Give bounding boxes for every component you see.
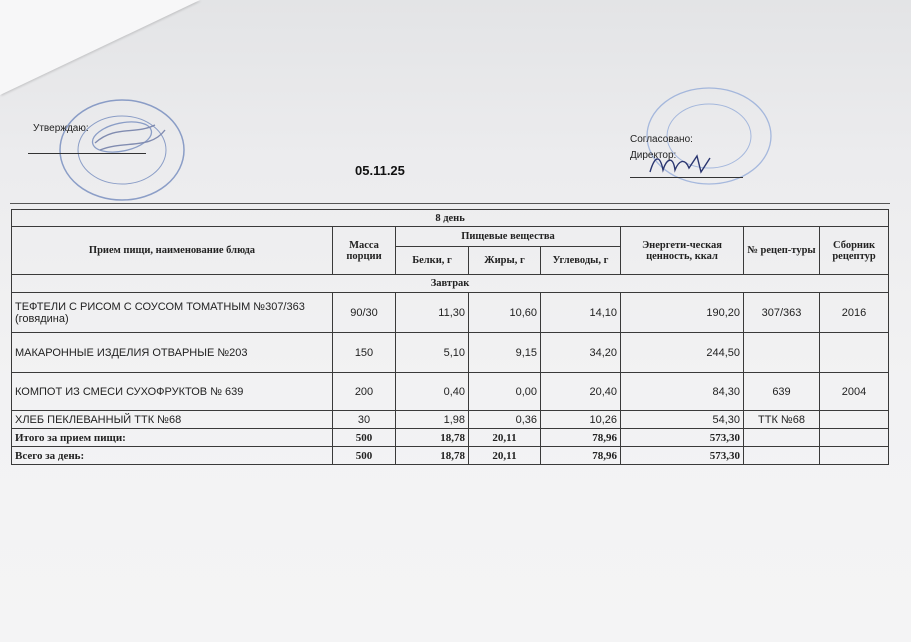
col-energy-header: Энергети-ческая ценность, ккал	[621, 227, 744, 275]
col-protein-header: Белки, г	[396, 247, 469, 275]
folded-corner	[0, 0, 200, 95]
meal-total-energy: 573,30	[621, 429, 744, 447]
meal-total-mass: 500	[333, 429, 396, 447]
dish-recipe: 307/363	[744, 293, 820, 333]
menu-table	[11, 209, 889, 465]
dish-name: ХЛЕБ ПЕКЛЕВАННЫЙ ТТК №68	[12, 411, 333, 429]
dish-mass: 200	[333, 373, 396, 411]
dish-collection	[820, 411, 889, 429]
day-total-mass: 500	[333, 447, 396, 465]
meal-total-collection-empty	[820, 429, 889, 447]
day-title-row	[12, 210, 889, 227]
table-row	[12, 373, 889, 411]
col-mass-header: Масса порции	[333, 227, 396, 275]
section-title: Завтрак	[12, 275, 889, 293]
day-total-carb: 78,96	[541, 447, 621, 465]
approve-label: Утверждаю:	[33, 123, 89, 134]
dish-fat: 0,00	[469, 373, 541, 411]
dish-carb: 14,10	[541, 293, 621, 333]
dish-name: КОМПОТ ИЗ СМЕСИ СУХОФРУКТОВ № 639	[12, 373, 333, 411]
director-label: Директор:	[630, 150, 677, 161]
dish-name: ТЕФТЕЛИ С РИСОМ С СОУСОМ ТОМАТНЫМ №307/363 (говядина)	[12, 293, 333, 333]
table-row	[12, 293, 889, 333]
dish-collection: 2016	[820, 293, 889, 333]
day-total-label: Всего за день:	[12, 447, 333, 465]
col-fat-header: Жиры, г	[469, 247, 541, 275]
day-total-recipe-empty	[744, 447, 820, 465]
agreed-label: Согласовано:	[630, 134, 693, 145]
dish-collection: 2004	[820, 373, 889, 411]
dish-mass: 150	[333, 333, 396, 373]
col-nutrients-header: Пищевые вещества	[396, 227, 621, 247]
day-total-collection-empty	[820, 447, 889, 465]
director-signature-line	[630, 177, 743, 178]
dish-mass: 90/30	[333, 293, 396, 333]
meal-total-protein: 18,78	[396, 429, 469, 447]
col-carb-header: Углеводы, г	[541, 247, 621, 275]
dish-energy: 244,50	[621, 333, 744, 373]
day-total-row	[12, 447, 889, 465]
col-collection-header: Сборник рецептур	[820, 227, 889, 275]
approve-signature-line	[28, 153, 146, 154]
dish-collection	[820, 333, 889, 373]
meal-total-carb: 78,96	[541, 429, 621, 447]
dish-carb: 20,40	[541, 373, 621, 411]
dish-recipe: ТТК №68	[744, 411, 820, 429]
table-row	[12, 411, 889, 429]
dish-fat: 0,36	[469, 411, 541, 429]
dish-energy: 54,30	[621, 411, 744, 429]
day-total-energy: 573,30	[621, 447, 744, 465]
dish-name: МАКАРОННЫЕ ИЗДЕЛИЯ ОТВАРНЫЕ №203	[12, 333, 333, 373]
meal-total-label: Итого за прием пищи:	[12, 429, 333, 447]
dish-carb: 10,26	[541, 411, 621, 429]
dish-carb: 34,20	[541, 333, 621, 373]
left-seal-stamp	[55, 95, 190, 205]
meal-total-fat: 20,11	[469, 429, 541, 447]
meal-total-row	[12, 429, 889, 447]
dish-protein: 11,30	[396, 293, 469, 333]
col-meal-header: Прием пищи, наименование блюда	[12, 227, 333, 275]
dish-energy: 190,20	[621, 293, 744, 333]
dish-energy: 84,30	[621, 373, 744, 411]
document-date: 05.11.25	[355, 163, 405, 178]
dish-protein: 0,40	[396, 373, 469, 411]
dish-fat: 10,60	[469, 293, 541, 333]
col-recipe-header: № рецеп-туры	[744, 227, 820, 275]
header-divider	[10, 203, 890, 204]
dish-protein: 5,10	[396, 333, 469, 373]
day-title: 8 день	[12, 210, 889, 227]
day-total-protein: 18,78	[396, 447, 469, 465]
dish-recipe	[744, 333, 820, 373]
dish-protein: 1,98	[396, 411, 469, 429]
day-total-fat: 20,11	[469, 447, 541, 465]
section-row	[12, 275, 889, 293]
dish-mass: 30	[333, 411, 396, 429]
dish-recipe: 639	[744, 373, 820, 411]
meal-total-recipe-empty	[744, 429, 820, 447]
table-row	[12, 333, 889, 373]
dish-fat: 9,15	[469, 333, 541, 373]
header-row-1	[12, 227, 889, 247]
